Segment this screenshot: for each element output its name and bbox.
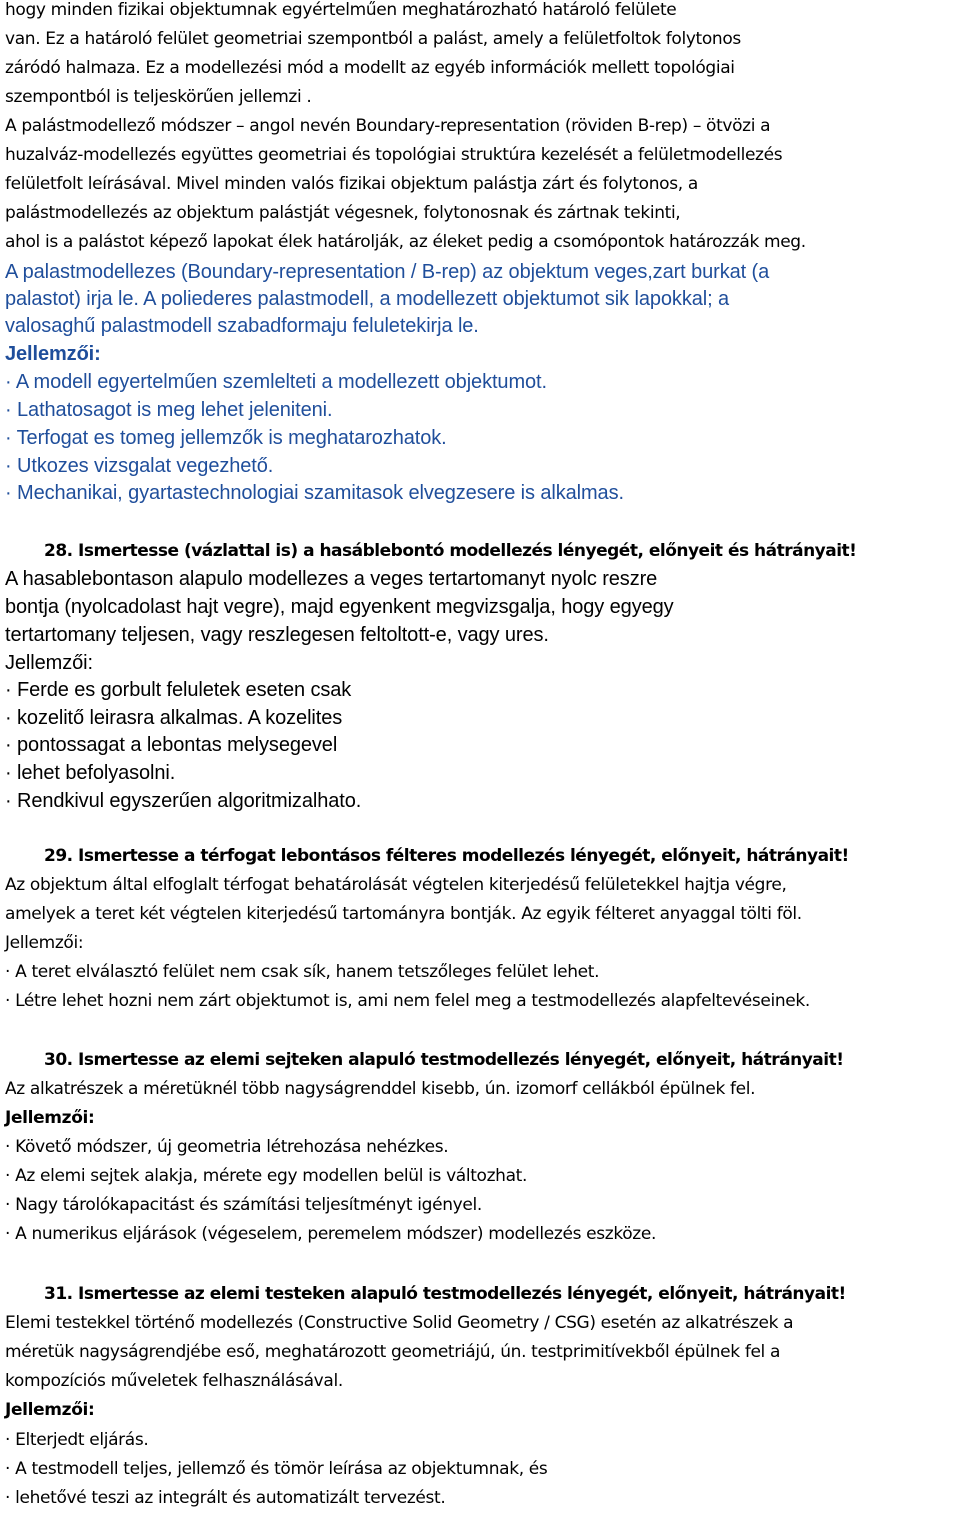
q29-feature-item: · A teret elválasztó felület nem csak sík, hanem tetszőleges felület lehet. [5, 962, 600, 982]
q30-feature-item: · A numerikus eljárások (végeselem, peremelem módszer) modellezés eszköze. [5, 1224, 657, 1244]
brep-line: A palástmodellező módszer – angol nevén Boundary-representation (röviden B-rep) – ötvözi a [5, 116, 771, 136]
brep-blue-line: valosaghű palastmodell szabadformaju feluletekirja le. [5, 315, 479, 337]
brep-line: felületfolt leírásával. Mivel minden valós fizikai objektum palástja zárt és folytonos, a [5, 174, 698, 194]
brep-blue-line: A palastmodellezes (Boundary-representation / B-rep) az objektum veges,zart burkat (a [5, 261, 770, 283]
brep-blue-line: palastot) irja le. A poliederes palastmodell, a modellezett objektumot sik lapokkal; a [5, 288, 730, 310]
brep-line: palástmodellezés az objektum palástját végesnek, folytonosnak és zártnak tekinti, [5, 203, 681, 223]
q29-feature-item: · Létre lehet hozni nem zárt objektumot is, ami nem felel meg a testmodellezés alapfeltevéseinek. [5, 991, 810, 1011]
q28-features-label: Jellemzői: [5, 652, 93, 674]
q29-line: amelyek a teret két végtelen kiterjedésű tartományra bontják. Az egyik félteret anyaggal tölti föl. [5, 904, 802, 924]
q28-feature-item: · lehet befolyasolni. [5, 762, 176, 784]
q31-feature-item: · A testmodell teljes, jellemző és tömör leírása az objektumnak, és [5, 1459, 548, 1479]
section-heading-28: 28. Ismertesse (vázlattal is) a hasáblebontó modellezés lényegét, előnyeit és hátrányait! [44, 541, 857, 561]
q28-feature-item: · Rendkivul egyszerűen algoritmizalhato. [5, 790, 362, 812]
q31-line: Elemi testekkel történő modellezés (Constructive Solid Geometry / CSG) esetén az alkatrészek a [5, 1313, 794, 1333]
q31-feature-item: · Elterjedt eljárás. [5, 1430, 149, 1450]
brep-feature-item: · A modell egyertelműen szemlelteti a modellezett objektumot. [5, 371, 547, 393]
intro-line: hogy minden fizikai objektumnak egyértelműen meghatározható határoló felülete [5, 0, 677, 20]
section-heading-29: 29. Ismertesse a térfogat lebontásos félteres modellezés lényegét, előnyeit, hátrányait! [44, 846, 849, 866]
q30-line: Az alkatrészek a méretüknél több nagyságrenddel kisebb, ún. izomorf cellákból épülnek fel. [5, 1079, 756, 1099]
section-heading-31: 31. Ismertesse az elemi testeken alapuló testmodellezés lényegét, előnyeit, hátrányait! [44, 1284, 846, 1304]
q31-features-label: Jellemzői: [5, 1400, 95, 1420]
intro-line: záródó halmaza. Ez a modellezési mód a modellt az egyéb információk mellett topológiai [5, 58, 735, 78]
brep-features-label: Jellemzői: [5, 343, 101, 365]
q28-feature-item: · kozelitő leirasra alkalmas. A kozelites [5, 707, 343, 729]
q28-line: tertartomany teljesen, vagy reszlegesen feltoltott-e, vagy ures. [5, 624, 549, 646]
brep-feature-item: · Lathatosagot is meg lehet jeleniteni. [5, 399, 333, 421]
intro-line: szempontból is teljeskörűen jellemzi . [5, 87, 312, 107]
q28-feature-item: · pontossagat a lebontas melysegevel [5, 734, 338, 756]
q28-feature-item: · Ferde es gorbult feluletek eseten csak [5, 679, 352, 701]
q28-line: A hasablebontason alapulo modellezes a veges tertartomanyt nyolc reszre [5, 568, 658, 590]
section-heading-30: 30. Ismertesse az elemi sejteken alapuló testmodellezés lényegét, előnyeit, hátrányait! [44, 1050, 844, 1070]
brep-line: huzalváz-modellezés együttes geometriai és topológiai struktúra kezelését a felületmodellezés [5, 145, 783, 165]
brep-feature-item: · Terfogat es tomeg jellemzők is meghatarozhatok. [5, 427, 447, 449]
q30-feature-item: · Az elemi sejtek alakja, mérete egy modellen belül is változhat. [5, 1166, 528, 1186]
q28-line: bontja (nyolcadolast hajt vegre), majd egyenkent megvizsgalja, hogy egyegy [5, 596, 674, 618]
brep-line: ahol is a palástot képező lapokat élek határolják, az éleket pedig a csomópontok határozzák meg. [5, 232, 806, 252]
intro-line: van. Ez a határoló felület geometriai szempontból a palást, amely a felületfoltok folytonos [5, 29, 741, 49]
q29-line: Az objektum által elfoglalt térfogat behatárolását végtelen kiterjedésű felületekkel hajtja végre, [5, 875, 787, 895]
brep-feature-item: · Utkozes vizsgalat vegezhető. [5, 455, 274, 477]
q30-features-label: Jellemzői: [5, 1108, 95, 1128]
q30-feature-item: · Követő módszer, új geometria létrehozása nehézkes. [5, 1137, 449, 1157]
brep-feature-item: · Mechanikai, gyartastechnologiai szamitasok elvegzesere is alkalmas. [5, 482, 624, 504]
q29-features-label: Jellemzői: [5, 933, 84, 953]
q31-feature-item: · lehetővé teszi az integrált és automatizált tervezést. [5, 1488, 446, 1508]
q30-feature-item: · Nagy tárolókapacitást és számítási teljesítményt igényel. [5, 1195, 482, 1215]
q31-line: méretük nagyságrendjébe eső, meghatározott geometriájú, ún. testprimitívekből épülnek fel a [5, 1342, 781, 1362]
q31-line: kompozíciós műveletek felhasználásával. [5, 1371, 343, 1391]
